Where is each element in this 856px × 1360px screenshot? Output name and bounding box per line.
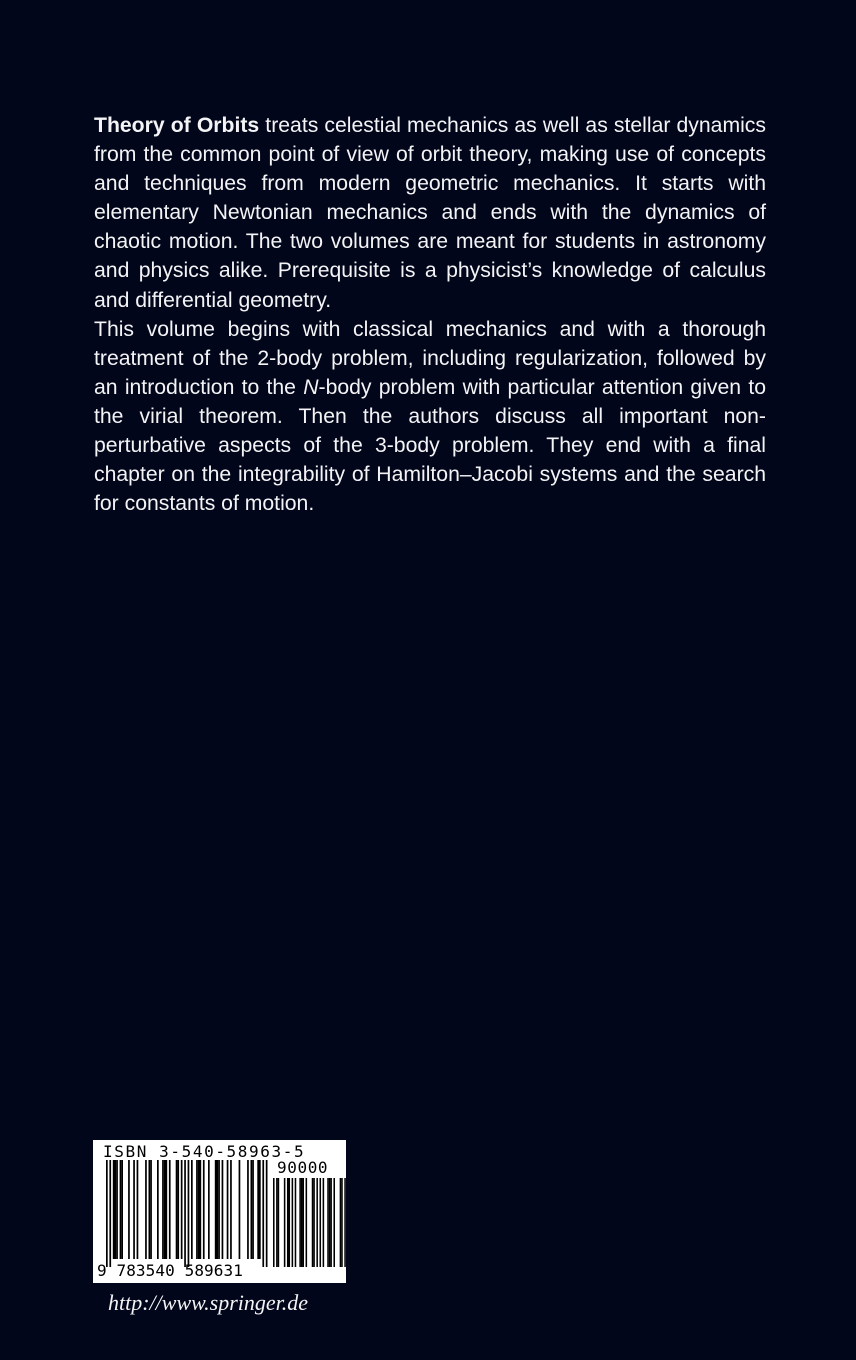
barcode-bar (218, 1160, 220, 1259)
barcode-bar (150, 1160, 152, 1259)
addon-bar (301, 1178, 303, 1267)
barcode-bar (120, 1160, 122, 1259)
barcode-bar (252, 1160, 254, 1259)
barcode-bar (259, 1160, 261, 1259)
barcode-bar (184, 1160, 186, 1267)
barcode-bar (188, 1160, 190, 1267)
barcode-bar (164, 1160, 166, 1259)
back-cover-description (94, 111, 766, 518)
addon-bar (333, 1178, 335, 1267)
barcode-bar (257, 1160, 259, 1259)
addon-bar (278, 1178, 280, 1267)
n-body-italic: N (303, 375, 319, 399)
barcode-bar (262, 1160, 264, 1267)
paragraph-1-text: treats celestial mechanics as well as stellar dynamics from the common point of view of orbit theory, making use of concepts and techniques from modern geometric mechanics. It starts with elementary Newtonian mechanics and ends with the dynamics of chaotic motion. The two volumes are meant for students in astronomy and physics alike. Prerequisite is a physicist’s knowledge of calculus and differential geometry. (94, 114, 766, 312)
addon-bar (327, 1178, 329, 1267)
addon-bar (312, 1178, 314, 1267)
barcode-bar (227, 1160, 229, 1259)
barcode-bar (198, 1160, 200, 1259)
barcode-bar (251, 1160, 253, 1259)
addon-bar (306, 1178, 308, 1267)
addon-bar (292, 1178, 294, 1267)
publisher-url: http://www.springer.de (108, 1290, 309, 1315)
addon-bar (341, 1178, 343, 1267)
addon-bar (287, 1178, 289, 1267)
barcode-bar (200, 1160, 202, 1259)
isbn-number: ISBN 3-540-58963-5 (103, 1142, 306, 1161)
barcode-bar (203, 1160, 205, 1259)
barcode-bar (215, 1160, 217, 1259)
barcode-bar (116, 1160, 118, 1259)
addon-bar (320, 1178, 322, 1267)
addon-bar (276, 1178, 278, 1267)
addon-bar (329, 1178, 331, 1267)
barcode-bar (145, 1160, 147, 1259)
ean-digits: 9 783540 589631 (97, 1261, 243, 1280)
barcode-bar (106, 1160, 108, 1267)
addon-bar (340, 1178, 342, 1267)
addon-bar (344, 1178, 346, 1267)
paragraph-2-text-start: This volume begins with classical mechanics and with a thorough treatment of the 2-body problem, including regularization, followed by an introduction to the (94, 317, 766, 399)
barcode-bar (222, 1160, 224, 1259)
description-paragraph-1 (94, 111, 766, 315)
barcode-bar (157, 1160, 159, 1259)
barcode-bar (217, 1160, 219, 1259)
barcode-bar (181, 1160, 183, 1259)
barcode-bar (196, 1160, 198, 1259)
addon-bar (295, 1178, 297, 1267)
price-addon-digits: 90000 (277, 1158, 329, 1177)
barcode-bar (266, 1160, 268, 1267)
isbn-barcode (93, 1140, 346, 1283)
barcode-bar (191, 1160, 193, 1259)
book-title: Theory of Orbits (94, 114, 260, 137)
barcode-bar (169, 1160, 171, 1259)
addon-bar (323, 1178, 325, 1267)
barcode-bar (239, 1160, 241, 1259)
barcode-bar (115, 1160, 117, 1259)
barcode-bar (176, 1160, 178, 1259)
addon-bar (330, 1178, 332, 1267)
barcode-bar (162, 1160, 164, 1259)
addon-bar (313, 1178, 315, 1267)
addon-bar (289, 1178, 291, 1267)
barcode-bar (109, 1160, 111, 1267)
barcode-bar (208, 1160, 210, 1259)
barcode-bar (121, 1160, 123, 1259)
barcode-bar (177, 1160, 179, 1259)
addon-bar (273, 1178, 275, 1267)
paragraph-2-text-end: -body problem with particular attention given to the virial theorem. Then the authors discuss all important non-perturbative aspects of the 3-body problem. They end with a final chapter on the integrability of Hamilton–Jacobi systems and the search for constants of motion. (94, 375, 766, 516)
addon-bar (302, 1178, 304, 1267)
addon-bar (316, 1178, 318, 1267)
addon-bar (284, 1178, 286, 1267)
barcode-bar (230, 1160, 232, 1259)
barcode-bar (128, 1160, 130, 1259)
addon-bar (299, 1178, 301, 1267)
barcode-bar (166, 1160, 168, 1259)
description-paragraph-2 (94, 315, 766, 519)
barcode-bar (149, 1160, 151, 1259)
barcode-bar (133, 1160, 135, 1259)
barcode-bar (247, 1160, 249, 1259)
barcode-bar (113, 1160, 115, 1259)
barcode-bar (137, 1160, 139, 1259)
